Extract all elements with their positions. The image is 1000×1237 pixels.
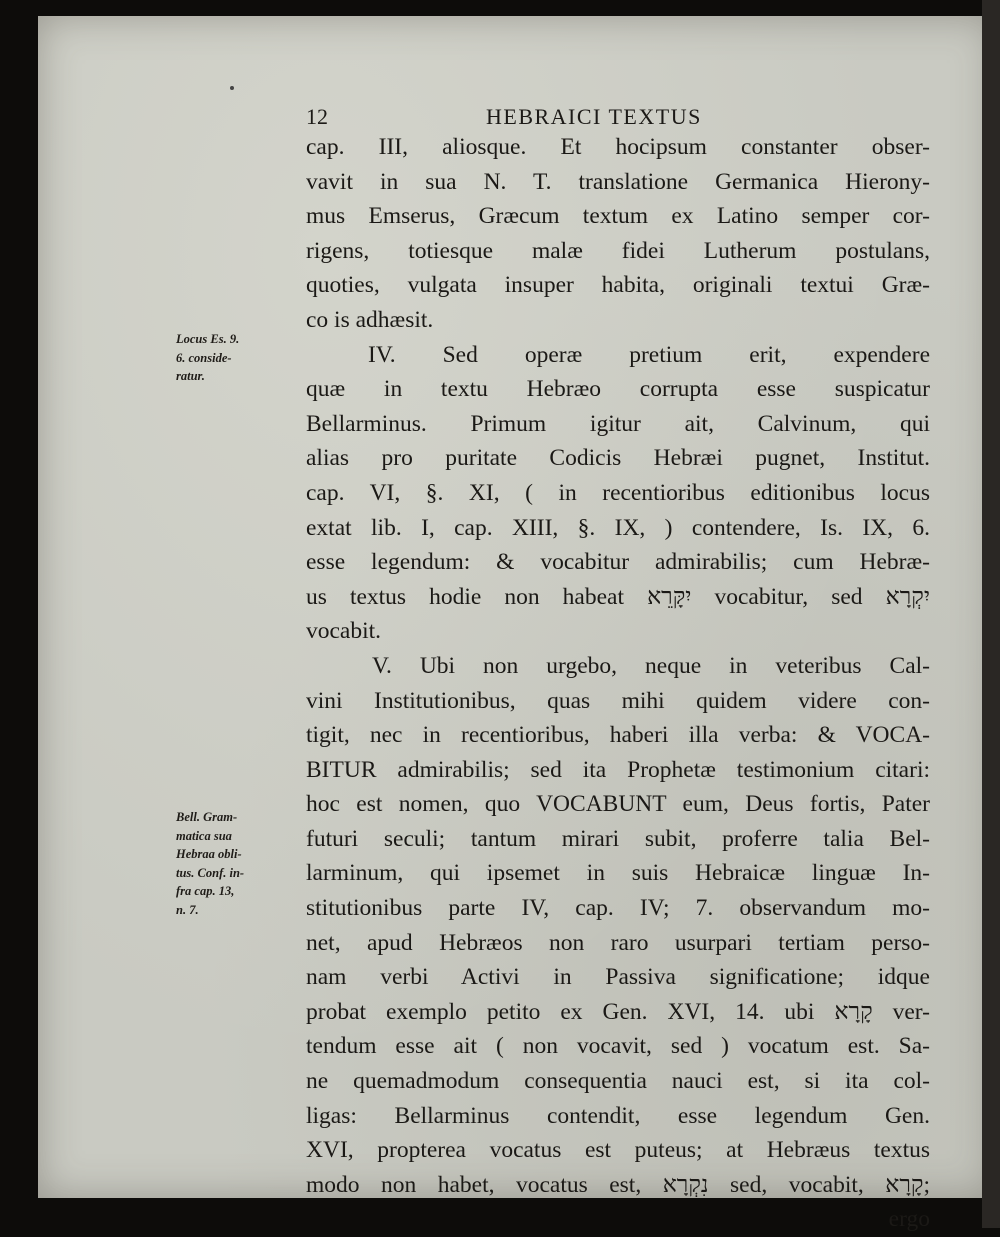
- text-line: vini Institutionibus, quas mihi quidem videre con-: [306, 687, 930, 714]
- text-line: vocabit.: [306, 618, 382, 645]
- text-line: ne quemadmodum consequentia nauci est, si ita col-: [306, 1068, 930, 1095]
- text-line: probat exemplo petito ex Gen. XVI, 14. ubi קָרָא ver-: [306, 998, 930, 1025]
- margin-note-line: Locus Es. 9.: [176, 332, 240, 346]
- text-line: Bellarminus. Primum igitur ait, Calvinum, qui: [306, 410, 930, 437]
- text-line: futuri seculi; tantum mirari subit, proferre talia Bel-: [306, 825, 930, 852]
- body-text: [306, 130, 930, 1237]
- margin-note-line: tus. Conf. in-: [176, 865, 245, 880]
- text-line: rigens, totiesque malæ fidei Lutherum postulans,: [306, 237, 930, 264]
- text-line: V. Ubi non urgebo, neque in veteribus Cal-: [372, 652, 930, 679]
- running-title: HEBRAICI TEXTUS: [486, 104, 702, 129]
- margin-note-line: Bell. Gram-: [176, 810, 238, 824]
- text-line: us textus hodie non habeat יִקָּרֵא vocabitur, sed יִקְרָא: [306, 583, 930, 610]
- margin-note-bellarminus: [176, 808, 286, 919]
- text-line: quæ in textu Hebræo corrupta esse suspicatur: [306, 376, 930, 403]
- text-line: esse legendum: & vocabitur admirabilis; cum Hebræ-: [306, 549, 930, 576]
- text-line: quoties, vulgata insuper habita, originali textui Græ-: [306, 272, 930, 299]
- text-line: larminum, qui ipsemet in suis Hebraicæ linguæ In-: [306, 860, 930, 887]
- text-line: stitutionibus parte IV, cap. IV; 7. observandum mo-: [306, 895, 930, 922]
- margin-note-line: fra cap. 13,: [176, 884, 235, 898]
- margin-note-line: 6. conside-: [176, 350, 232, 365]
- text-line: hoc est nomen, quo VOCABUNT eum, Deus fortis, Pater: [306, 791, 930, 818]
- text-line: tendum esse ait ( non vocavit, sed ) vocatum est. Sa-: [306, 1033, 930, 1060]
- text-line: modo non habet, vocatus est, נִקְרָא sed, vocabit, קָרָא;: [306, 1171, 930, 1198]
- catchword: ergo: [888, 1206, 930, 1233]
- text-line: mus Emserus, Græcum textum ex Latino semper cor-: [306, 203, 930, 230]
- ink-speck: [230, 86, 234, 90]
- text-line: XVI, propterea vocatus est puteus; at Hebræus textus: [306, 1137, 930, 1164]
- margin-note-line: Hebraa obli-: [176, 847, 242, 861]
- text-line: co is adhæsit.: [306, 306, 434, 333]
- margin-note-line: n. 7.: [176, 902, 199, 917]
- text-line: BITUR admirabilis; sed ita Prophetæ testimonium citari:: [306, 756, 930, 783]
- text-line: net, apud Hebræos non raro usurpari tertiam perso-: [306, 929, 930, 956]
- text-line: alias pro puritate Codicis Hebræi pugnet, Institut.: [306, 445, 930, 472]
- margin-note-line: matica sua: [176, 828, 232, 843]
- text-line: cap. VI, §. XI, ( in recentioribus editionibus locus: [306, 479, 930, 506]
- text-line: extat lib. I, cap. XIII, §. IX, ) contendere, Is. IX, 6.: [306, 514, 930, 541]
- text-line: ligas: Bellarminus contendit, esse legendum Gen.: [306, 1102, 930, 1129]
- text-line: vavit in sua N. T. translatione Germanica Hierony-: [306, 168, 930, 195]
- margin-note-line: ratur.: [176, 369, 205, 383]
- margin-note-locus: [176, 330, 286, 386]
- text-line: nam verbi Activi in Passiva significatione; idque: [306, 964, 930, 991]
- page-number: 12: [306, 104, 328, 129]
- text-line: tigit, nec in recentioribus, haberi illa verba: & VOCA-: [306, 722, 930, 749]
- page-edge-shadow: [982, 0, 1000, 1228]
- text-line: IV. Sed operæ pretium erit, expendere: [368, 341, 930, 368]
- text-line: cap. III, aliosque. Et hocipsum constanter obser-: [306, 134, 930, 160]
